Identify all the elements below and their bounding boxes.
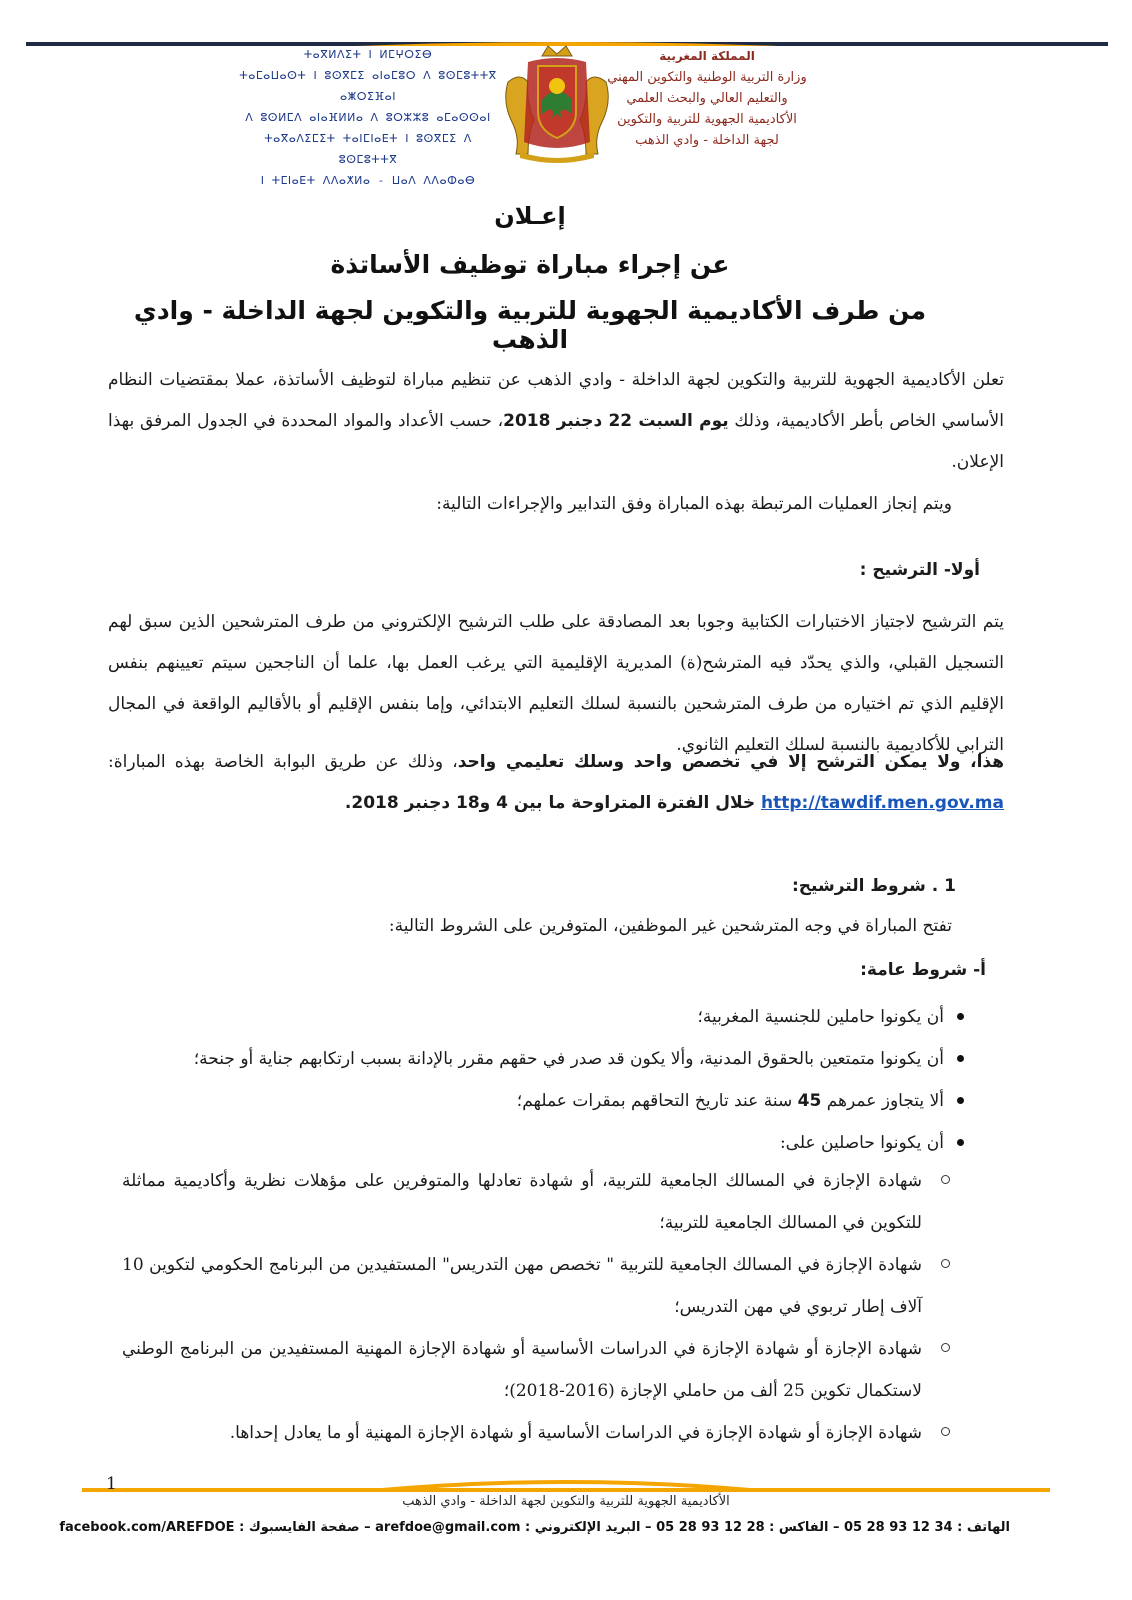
portal-link[interactable]: http://tawdif.men.gov.ma: [761, 793, 1004, 813]
age-text: ألا يتجاوز عمرهم: [821, 1091, 944, 1111]
footer-facebook[interactable]: صفحة الفايسبوك : facebook.com/AREFDOE: [59, 1520, 360, 1535]
general-conditions-list: [124, 996, 944, 1164]
candidacy-note: [108, 742, 1004, 824]
header-tifinagh-line-4: ⵜⴰⴳⴰⴷⵉⵎⵉⵜ ⵜⴰⵏⵎⵏⴰⴹⵜ ⵏ ⵓⵙⴳⵎⵉ ⴷ ⵓⵙⵎⵓⵜⵜⴳ: [264, 132, 472, 166]
list-item: شهادة الإجازة في المسالك الجامعية للتربية، أو شهادة تعادلها والمتوفرين على مؤهلات نظرية وأكاديمية مماثلة للتكوين في المسالك الجامعية للتربية؛: [122, 1160, 922, 1244]
list-item: شهادة الإجازة في المسالك الجامعية للتربية " تخصص مهن التدريس" المستفيدين من البرنامج الحكومي لتكوين 10 آلاف إطار تربوي في مهن التدريس؛: [122, 1244, 922, 1328]
list-item: أن يكونوا متمتعين بالحقوق المدنية، وألا يكون قد صدر في حقهم مقرر بالإدانة بسبب ارتكابهم جناية أو جنحة؛: [124, 1038, 944, 1080]
intro-paragraph: [108, 360, 1004, 483]
general-conditions-heading: أ- شروط عامة:: [860, 960, 986, 980]
footer-phone: الهاتف : 34 12 93 28 05: [843, 1520, 1010, 1535]
age-limit: 45: [797, 1091, 822, 1111]
candidacy-paragraph: يتم الترشيح لاجتياز الاختبارات الكتابية وجوبا بعد المصادقة على طلب الترشيح الإلكتروني من طرف المترشحين الذين سبق لهم التسجيل القبلي، والذي يحدّد فيه المترشح(ة) المديرية الإقليمية التي يرغب العمل بها، علما أن الناجحين سيتم تعيينهم بنفس الإقليم الذي تم اختياره من طرف المترشحين بالنسبة لسلك التعليم الابتدائي، وإما بنفس الإقليم أو بالأقاليم الواقعة في المجال الترابي للأكاديمية بالنسبة لسلك التعليم الثانوي.: [108, 612, 1004, 755]
header-arabic-line-4: الأكاديمية الجهوية للتربية والتكوين: [617, 112, 797, 127]
list-item: شهادة الإجازة أو شهادة الإجازة في الدراسات الأساسية أو شهادة الإجازة المهنية المستفيدين من البرنامج الوطني لاستكمال تكوين 25 ألف من حاملي الإجازة (2016-2018)؛: [122, 1328, 922, 1412]
section-candidacy-heading: أولا- الترشيح :: [859, 560, 980, 580]
footer-fax: الفاكس : 28 12 93 28 05: [656, 1520, 829, 1535]
age-text-rest: سنة عند تاريخ التحاقهم بمقرات عملهم؛: [516, 1091, 798, 1111]
list-item: أن يكونوا حاصلين على:: [124, 1122, 944, 1164]
header-tifinagh-line-3: ⴷ ⵓⵙⵍⵎⴷ ⴰⵏⴰⴼⵍⵍⴰ ⴷ ⵓⵔⵣⵣⵓ ⴰⵎⴰⵙⵙⴰⵏ: [245, 111, 491, 124]
exam-date: يوم السبت 22 دجنبر 2018: [503, 411, 729, 431]
page-number: 1: [106, 1474, 117, 1494]
list-item: [124, 1080, 944, 1122]
coat-of-arms-icon: [498, 42, 616, 164]
footer-separator: –: [828, 1520, 844, 1535]
procedures-line: ويتم إنجاز العمليات المرتبطة بهذه المباراة وفق التدابير والإجراءات التالية:: [436, 494, 952, 514]
header-arabic-line-1: المملكة المغربية: [659, 49, 755, 63]
announcement-title: إعـلان: [494, 202, 566, 230]
list-item: شهادة الإجازة أو شهادة الإجازة في الدراسات الأساسية أو شهادة الإجازة المهنية أو ما يعادل إحداها.: [122, 1412, 922, 1454]
intro-text-1: تعلن الأكاديمية الجهوية للتربية والتكوين لجهة الداخلة - وادي الذهب عن تنظيم مباراة لتوظيف الأساتذة، عملا بمقتضيات النظام الأساسي الخاص بأطر الأكاديمية، وذلك: [108, 370, 1004, 431]
header-tifinagh-line-1: ⵜⴰⴳⵍⴷⵉⵜ ⵏ ⵍⵎⵖⵔⵉⴱ: [303, 48, 433, 61]
diploma-list: [122, 1160, 922, 1454]
header-arabic-line-5: لجهة الداخلة - وادي الذهب: [635, 133, 779, 148]
footer-separator: –: [640, 1520, 657, 1535]
header-arabic-line-3: والتعليم العالي والبحث العلمي: [626, 91, 788, 106]
header-tifinagh-line-2: ⵜⴰⵎⴰⵡⴰⵙⵜ ⵏ ⵓⵙⴳⵎⵉ ⴰⵏⴰⵎⵓⵔ ⴷ ⵓⵙⵎⵓⵜⵜⴳ ⴰⵥⵔⵉⴼⴰⵏ: [239, 69, 497, 103]
conditions-heading: 1 . شروط الترشيح:: [791, 876, 956, 896]
intro-text-2: ، حسب الأعداد والمواد المحددة في الجدول المرفق بهذا الإعلان.: [108, 411, 1004, 472]
footer-contact: [59, 1520, 1010, 1535]
announcement-issuer: من طرف الأكاديمية الجهوية للتربية والتكوين لجهة الداخلة - وادي الذهب: [133, 296, 927, 354]
footer-email[interactable]: البريد الإلكتروني : arefdoe@gmail.com: [375, 1520, 641, 1535]
footer-title: الأكاديمية الجهوية للتربية والتكوين لجهة الداخلة - وادي الذهب: [402, 1494, 730, 1509]
header-tifinagh-block: [238, 44, 498, 191]
announcement-subtitle: عن إجراء مباراة توظيف الأساتذة: [330, 250, 730, 279]
header-tifinagh-line-5: ⵏ ⵜⵎⵏⴰⴹⵜ ⴷⴷⴰⵅⵍⴰ - ⵡⴰⴷ ⴷⴷⴰⵀⴰⴱ: [260, 174, 476, 187]
list-item: أن يكونوا حاملين للجنسية المغربية؛: [124, 996, 944, 1038]
footer-separator: –: [359, 1520, 376, 1535]
registration-period: خلال الفترة المتراوحة ما بين 4 و18 دجنبر 2018.: [344, 793, 762, 813]
portal-text: ، وذلك عن طريق البوابة الخاصة بهذه المباراة:: [108, 752, 458, 772]
conditions-intro: تفتح المباراة في وجه المترشحين غير الموظفين، المتوفرين على الشروط التالية:: [388, 916, 952, 936]
single-specialty-note: هذا، ولا يمكن الترشح إلا في تخصص واحد وسلك تعليمي واحد: [457, 752, 1005, 772]
header-arabic-line-2: وزارة التربية الوطنية والتكوين المهني: [607, 70, 807, 85]
